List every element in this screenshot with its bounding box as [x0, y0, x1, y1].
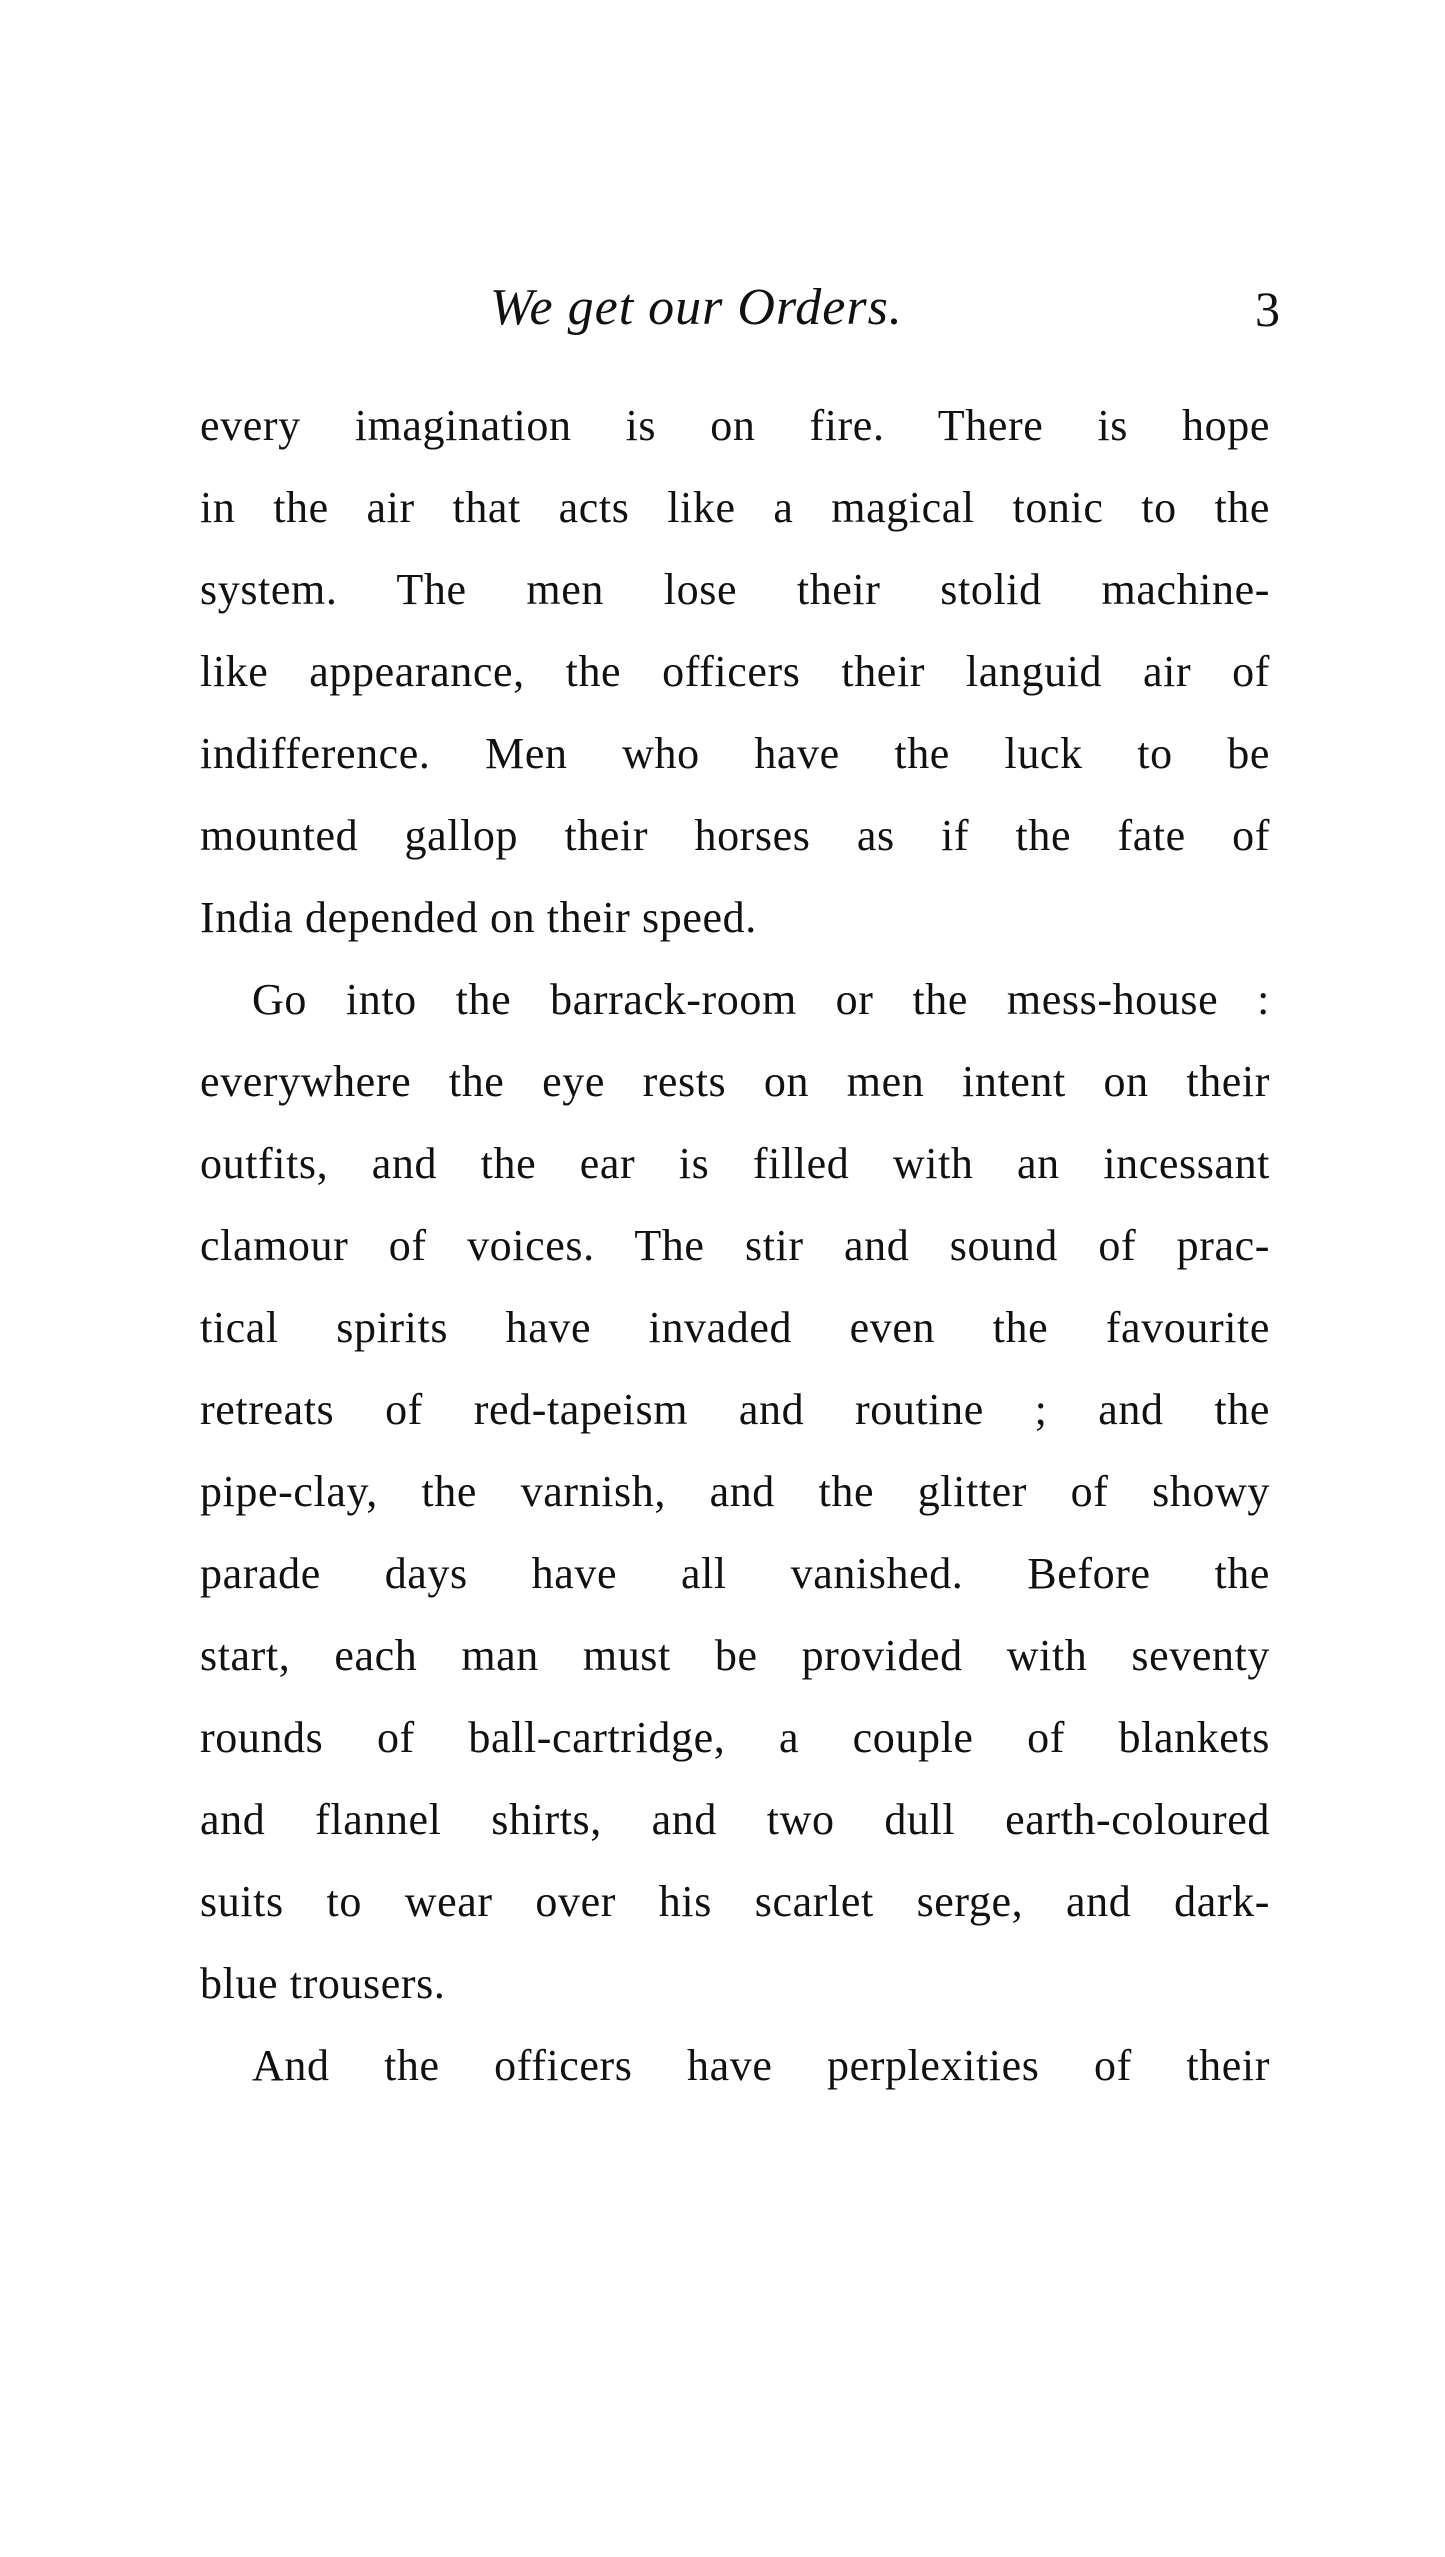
text-line: every imagination is on fire. There is hope: [200, 401, 1270, 450]
text-line: pipe-clay, the varnish, and the glitter of showy: [200, 1467, 1270, 1516]
text-line: everywhere the eye rests on men intent on their: [200, 1057, 1270, 1106]
text-line: in the air that acts like a magical tonic to the: [200, 483, 1270, 532]
text-line: system. The men lose their stolid machine-: [200, 565, 1270, 614]
text-line: parade days have all vanished. Before the: [200, 1549, 1270, 1598]
text-line: India depended on their speed.: [200, 893, 757, 942]
text-line: indifference. Men who have the luck to be: [200, 729, 1270, 778]
paragraph-2: [200, 959, 1270, 2025]
text-line: clamour of voices. The stir and sound of prac-: [200, 1221, 1270, 1270]
running-title: We get our Orders.: [490, 279, 903, 336]
text-line: blue trousers.: [200, 1959, 446, 2008]
text-line: suits to wear over his scarlet serge, and dark-: [200, 1877, 1270, 1926]
text-line: and flannel shirts, and two dull earth-coloured: [200, 1795, 1270, 1844]
text-line: like appearance, the officers their languid air of: [200, 647, 1270, 696]
text-line: Go into the barrack-room or the mess-house :: [252, 975, 1270, 1024]
text-line: And the officers have perplexities of their: [252, 2041, 1270, 2090]
paragraph-3: [200, 2025, 1270, 2107]
paragraph-1: [200, 385, 1270, 959]
text-line: retreats of red-tapeism and routine ; and the: [200, 1385, 1270, 1434]
running-head: [200, 278, 1280, 358]
text-line: outfits, and the ear is filled with an incessant: [200, 1139, 1270, 1188]
text-line: mounted gallop their horses as if the fate of: [200, 811, 1270, 860]
text-line: rounds of ball-cartridge, a couple of blankets: [200, 1713, 1270, 1762]
text-line: start, each man must be provided with seventy: [200, 1631, 1270, 1680]
text-line: tical spirits have invaded even the favourite: [200, 1303, 1270, 1352]
body-text: [200, 385, 1270, 2107]
page-number: 3: [1255, 281, 1280, 337]
